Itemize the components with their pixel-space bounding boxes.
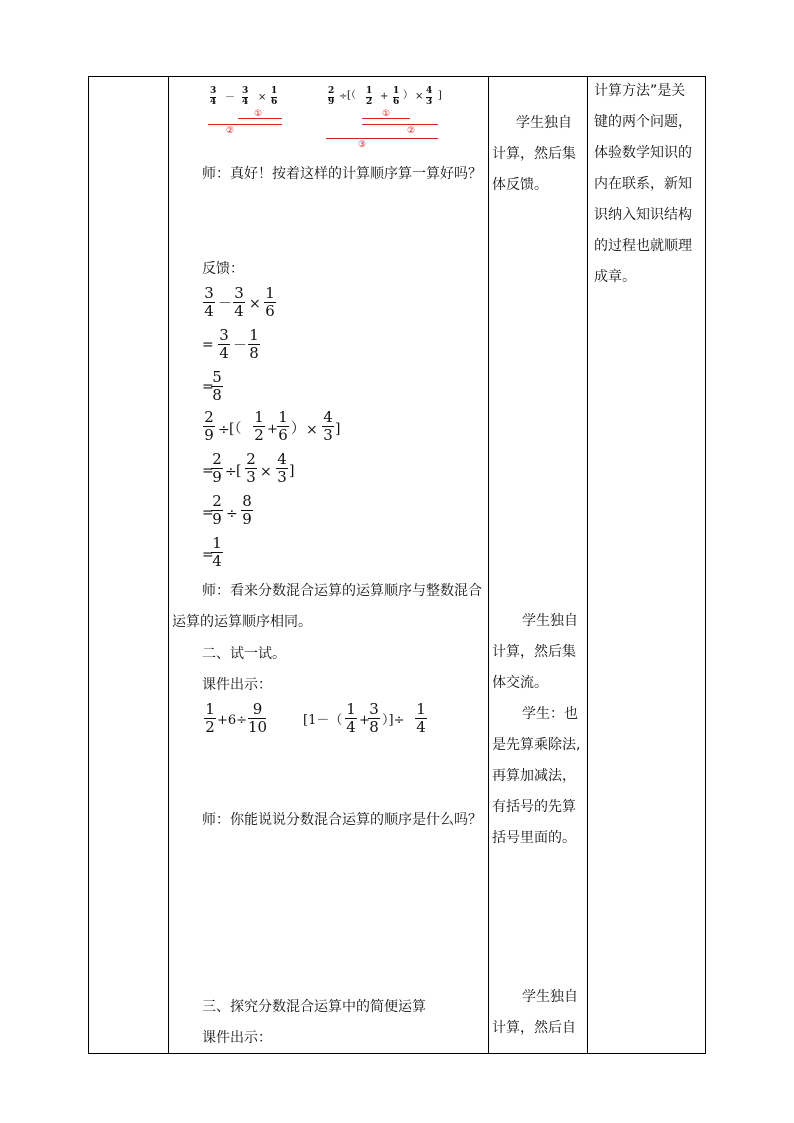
fraction: 2 9 xyxy=(212,492,222,528)
times-sign: × xyxy=(306,422,318,438)
student-line: 体反馈。 xyxy=(492,177,548,193)
bracket: ] xyxy=(289,463,295,479)
design-intent xyxy=(594,76,692,293)
step-marker: ① xyxy=(382,109,391,119)
plus-sign: + xyxy=(267,422,278,437)
fraction: 2 9 xyxy=(212,450,222,486)
fraction: 2 9 xyxy=(328,86,335,107)
design-line: 体验数学知识的 xyxy=(594,145,692,161)
student-activity-3 xyxy=(492,982,578,1044)
times-sign: × xyxy=(260,464,272,480)
fraction: 3 4 xyxy=(242,86,249,107)
equals-sign: = xyxy=(202,505,214,521)
student-line: 是先算乘除法, xyxy=(492,737,581,753)
step-underline xyxy=(362,124,438,125)
design-line: 成章。 xyxy=(594,269,636,285)
design-line: 的过程也就顺理 xyxy=(594,238,692,254)
minus-sign: － xyxy=(218,296,232,312)
equals-sign: = xyxy=(202,379,214,395)
fraction: 3 4 xyxy=(204,284,214,320)
step-marker: ② xyxy=(407,126,416,136)
expression-operator: ）]÷ xyxy=(382,713,405,728)
step-marker: ② xyxy=(226,126,235,136)
fraction: 1 6 xyxy=(271,86,278,107)
step-marker: ① xyxy=(254,109,263,119)
divide-sign: ÷ xyxy=(225,464,237,480)
fraction: 1 6 xyxy=(278,408,288,444)
student-line: 计算，然后自 xyxy=(492,1020,576,1036)
fraction: 1 8 xyxy=(249,326,259,362)
student-line: 学生独自 xyxy=(516,115,572,131)
feedback-label: 反馈： xyxy=(202,261,244,277)
fraction: 4 3 xyxy=(323,408,333,444)
teacher-line: 师：真好！按着这样的计算顺序算一算好吗？ xyxy=(202,166,482,182)
design-line: 键的两个问题， xyxy=(594,114,692,130)
step-marker: ③ xyxy=(358,140,367,150)
fraction: 1 6 xyxy=(393,86,400,107)
student-line: 有括号的先算 xyxy=(492,799,576,815)
bracket: ） xyxy=(291,421,305,437)
fraction: 2 9 xyxy=(204,408,214,444)
design-line: 内在联系，新知 xyxy=(594,176,692,192)
times-sign: × xyxy=(249,296,261,312)
divide-sign: ÷ xyxy=(339,91,348,102)
expression-operator: +6÷ xyxy=(217,713,248,728)
student-line: 学生：也 xyxy=(522,706,578,722)
courseware-label: 课件出示： xyxy=(202,1030,272,1046)
student-activity-2 xyxy=(492,606,580,854)
minus-sign: － xyxy=(233,338,247,354)
times-sign: × xyxy=(415,91,424,102)
student-line: 再算加减法， xyxy=(492,768,576,784)
student-line: 计算，然后集 xyxy=(492,146,576,162)
bracket: ] xyxy=(438,90,442,101)
plus-sign: + xyxy=(359,713,370,728)
design-line: 计算方法”是关 xyxy=(594,83,686,99)
bracket: [ xyxy=(236,463,242,479)
student-line: 学生独自 xyxy=(522,989,578,1005)
times-sign: × xyxy=(258,92,267,103)
teacher-line: 师：你能说说分数混合运算的顺序是什么吗？ xyxy=(202,812,482,828)
bracket: ） xyxy=(403,90,413,101)
step-underline xyxy=(208,124,282,125)
bracket: [（ xyxy=(347,90,356,101)
fraction: 4 3 xyxy=(426,86,433,107)
fraction: 3 4 xyxy=(234,284,244,320)
fraction: 4 3 xyxy=(277,450,287,486)
fraction: 9 10 xyxy=(248,700,268,736)
fraction: 5 8 xyxy=(212,368,222,404)
column-divider xyxy=(488,77,489,1053)
fraction: 2 3 xyxy=(246,450,256,486)
minus-sign: － xyxy=(225,92,235,103)
fraction: 1 4 xyxy=(212,534,222,570)
step-underline xyxy=(326,138,438,139)
fraction: 1 4 xyxy=(346,700,356,736)
section-heading: 二、试一试。 xyxy=(202,646,286,662)
fraction: 8 9 xyxy=(242,492,252,528)
design-line: 识纳入知识结构 xyxy=(594,207,692,223)
fraction: 1 4 xyxy=(416,700,426,736)
teacher-line: 运算的运算顺序相同。 xyxy=(172,614,312,630)
fraction: 1 2 xyxy=(366,86,373,107)
plus-sign: + xyxy=(380,91,389,102)
student-line: 学生独自 xyxy=(522,613,578,629)
bracket: ] xyxy=(335,421,341,437)
fraction: 1 2 xyxy=(205,700,215,736)
fraction: 1 2 xyxy=(254,408,264,444)
teacher-line: 师：看来分数混合运算的运算顺序与整数混合 xyxy=(202,583,482,599)
bracket: [（ xyxy=(229,421,242,437)
fraction: 3 4 xyxy=(219,326,229,362)
equals-sign: = xyxy=(202,547,214,563)
column-divider xyxy=(587,77,588,1053)
fraction: 3 4 xyxy=(210,86,217,107)
student-line: 括号里面的。 xyxy=(492,830,576,846)
fraction: 1 6 xyxy=(265,284,275,320)
section-heading: 三、探究分数混合运算中的简便运算 xyxy=(202,999,426,1015)
expression-operator: [1－（ xyxy=(303,713,343,728)
divide-sign: ÷ xyxy=(226,506,238,522)
courseware-label: 课件出示： xyxy=(202,677,272,693)
equals-sign: = xyxy=(202,337,214,353)
fraction: 3 8 xyxy=(369,700,379,736)
divide-sign: ÷ xyxy=(218,422,230,438)
student-line: 计算，然后集 xyxy=(492,644,576,660)
student-line: 体交流。 xyxy=(492,675,548,691)
student-activity-1 xyxy=(492,108,576,201)
equals-sign: = xyxy=(202,463,214,479)
column-divider xyxy=(168,77,169,1053)
